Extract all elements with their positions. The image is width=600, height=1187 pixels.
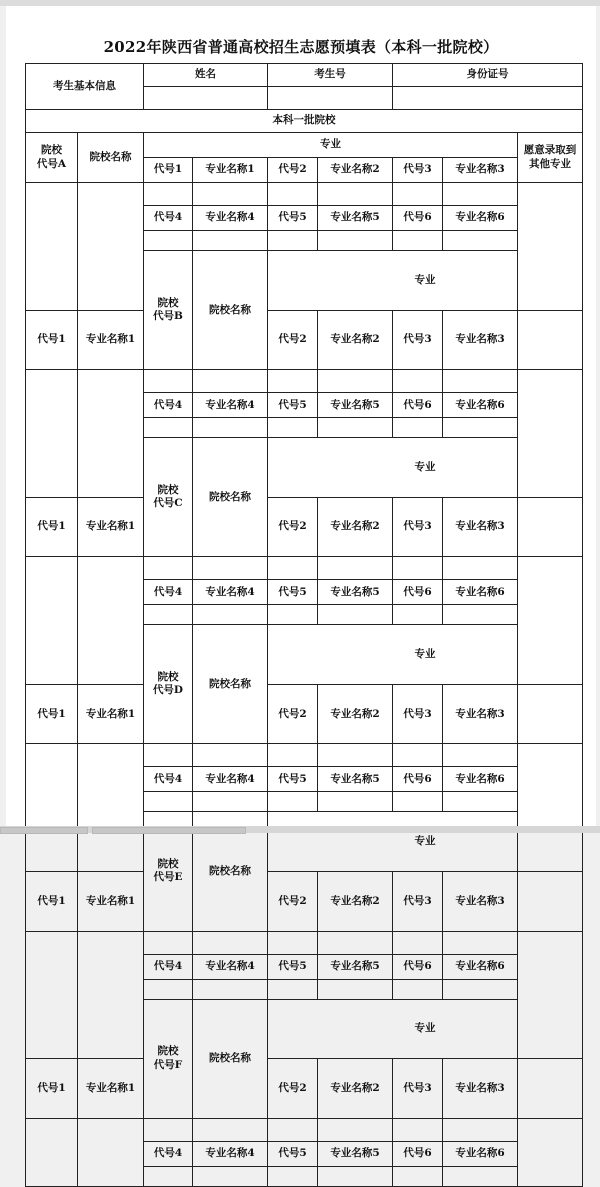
major-code-label: 代号5 [268,1141,318,1166]
major-name-field[interactable] [318,557,393,580]
major-header: 专业 [268,438,583,498]
school-name-label: 院校名称 [193,812,268,931]
major-name-label: 专业名称1 [78,310,144,370]
major-code-field[interactable] [144,792,193,812]
bottom-bar-segment [92,827,246,834]
major-name-field[interactable] [443,792,518,812]
major-name-field[interactable] [443,744,518,767]
major-name-field[interactable] [443,370,518,393]
school-code-prefix: 院校 [41,144,62,157]
form-page [6,6,596,1160]
school-code-letter: 代号D [152,684,184,697]
page-title: 2022年陕西省普通高校招生志愿预填表（本科一批院校） [103,38,499,56]
school-code-field[interactable] [26,1118,78,1186]
major-code-field[interactable] [393,792,443,812]
major-code-label: 代号4 [144,206,193,231]
major-code-field[interactable] [393,418,443,438]
major-name-label: 专业名称6 [443,580,518,605]
exam-number-label: 考生号 [268,64,393,87]
major-code-label: 代号4 [144,954,193,979]
major-label-row [26,684,583,744]
major-header: 专业 [268,625,583,685]
major-name-field[interactable] [193,370,268,393]
major-name-field[interactable] [443,979,518,999]
application-form-table [25,63,583,1187]
major-name-label: 专业名称6 [443,206,518,231]
major-name-label: 专业名称2 [318,158,393,183]
major-label-row [26,497,583,557]
major-name-label: 专业名称6 [443,954,518,979]
major-header: 专业 [144,133,518,158]
major-name-label: 专业名称4 [193,954,268,979]
major-name-field[interactable] [318,1166,393,1186]
major-name-label: 专业名称3 [443,871,518,931]
major-code-field[interactable] [144,931,193,954]
major-input-row [26,744,583,767]
major-code-label: 代号3 [393,497,443,557]
major-code-field[interactable] [393,1118,443,1141]
major-code-field[interactable] [393,183,443,206]
major-name-field[interactable] [193,418,268,438]
major-code-field[interactable] [144,1166,193,1186]
major-name-field[interactable] [443,231,518,251]
school-code-field[interactable] [26,744,78,872]
major-name-label: 专业名称2 [318,871,393,931]
major-code-label: 代号5 [268,393,318,418]
major-code-field[interactable] [144,557,193,580]
major-code-field[interactable] [268,1118,318,1141]
school-name-field[interactable] [78,183,144,311]
major-name-label: 专业名称5 [318,393,393,418]
major-code-field[interactable] [144,744,193,767]
major-input-row [26,931,583,954]
major-header: 专业 [268,812,583,872]
school-code-label [26,133,78,183]
major-name-field[interactable] [318,418,393,438]
major-code-field[interactable] [268,979,318,999]
major-code-label: 代号6 [393,393,443,418]
major-code-label: 代号3 [393,158,443,183]
school-code-label [144,625,193,744]
major-code-label: 代号5 [268,954,318,979]
major-name-label: 专业名称4 [193,767,268,792]
major-name-field[interactable] [318,792,393,812]
school-code-letter: 代号F [153,1058,183,1071]
major-code-field[interactable] [144,605,193,625]
major-header: 专业 [268,251,583,311]
school-name-label: 院校名称 [78,133,144,183]
major-name-label: 专业名称1 [78,497,144,557]
major-code-label: 代号2 [268,871,318,931]
major-code-label: 代号4 [144,393,193,418]
major-name-label: 专业名称6 [443,1141,518,1166]
major-code-label: 代号5 [268,580,318,605]
major-input-row [26,557,583,580]
school-code-field[interactable] [26,370,78,498]
major-name-label: 专业名称5 [318,580,393,605]
major-name-field[interactable] [318,231,393,251]
major-code-field[interactable] [268,370,318,393]
school-name-field[interactable] [78,557,144,685]
school-code-label [144,251,193,370]
major-name-label: 专业名称5 [318,1141,393,1166]
accept-other-major-field[interactable] [518,1118,583,1186]
major-code-label: 代号2 [268,1059,318,1119]
major-name-field[interactable] [193,1118,268,1141]
major-name-label: 专业名称2 [318,1059,393,1119]
basic-info-header-row [26,64,583,87]
accept-other-major-label: 愿意录取到其他专业 [518,133,583,183]
major-name-field[interactable] [318,370,393,393]
major-name-label: 专业名称2 [318,684,393,744]
major-name-label: 专业名称6 [443,767,518,792]
major-name-field[interactable] [193,931,268,954]
major-name-label: 专业名称2 [318,310,393,370]
school-code-label [144,438,193,557]
school-name-label: 院校名称 [193,438,268,557]
school-code-letter: 代号E [153,871,183,884]
major-name-label: 专业名称1 [193,158,268,183]
major-code-label: 代号6 [393,580,443,605]
name-label: 姓名 [144,64,268,87]
major-code-field[interactable] [268,418,318,438]
major-code-label: 代号6 [393,206,443,231]
major-code-field[interactable] [393,231,443,251]
major-label-row [26,1059,583,1119]
major-name-label: 专业名称1 [78,684,144,744]
major-code-field[interactable] [144,418,193,438]
major-name-field[interactable] [443,183,518,206]
major-name-field[interactable] [443,1166,518,1186]
major-code-label: 代号5 [268,767,318,792]
batch-header-row [26,110,583,133]
major-name-label: 专业名称1 [78,871,144,931]
major-name-field[interactable] [443,931,518,954]
major-name-label: 专业名称3 [443,1059,518,1119]
major-code-label: 代号1 [26,497,78,557]
batch-label: 本科一批院校 [26,110,583,133]
school-code-prefix: 院校 [157,484,179,497]
major-code-field[interactable] [144,1118,193,1141]
major-code-field[interactable] [144,183,193,206]
major-code-field[interactable] [393,744,443,767]
major-code-label: 代号1 [26,1059,78,1119]
major-name-label: 专业名称1 [78,1059,144,1119]
major-name-field[interactable] [193,557,268,580]
major-code-field[interactable] [268,931,318,954]
major-code-field[interactable] [393,557,443,580]
school-name-field[interactable] [78,370,144,498]
id-number-label: 身份证号 [393,64,583,87]
major-name-field[interactable] [318,1118,393,1141]
school-name-field[interactable] [78,931,144,1059]
school-name-label: 院校名称 [193,251,268,370]
school-code-letter: 代号A [36,157,67,170]
major-code-label: 代号6 [393,954,443,979]
major-name-label: 专业名称3 [443,310,518,370]
school-code-label [144,999,193,1118]
major-code-label: 代号1 [26,310,78,370]
major-name-label: 专业名称3 [443,497,518,557]
major-name-label: 专业名称6 [443,393,518,418]
major-code-label: 代号2 [268,497,318,557]
school-name-field[interactable] [78,744,144,872]
major-header: 专业 [268,999,583,1059]
bottom-scroll-bar [0,826,600,833]
bottom-bar-segment [0,827,88,834]
school-name-field[interactable] [78,1118,144,1186]
major-label-row [26,310,583,370]
major-code-label: 代号6 [393,767,443,792]
major-code-label: 代号6 [393,1141,443,1166]
school-block-header-row [26,133,583,158]
major-code-label: 代号4 [144,767,193,792]
school-code-prefix: 院校 [157,296,179,309]
major-name-field[interactable] [318,744,393,767]
major-name-field[interactable] [443,418,518,438]
school-name-label: 院校名称 [193,625,268,744]
major-code-field[interactable] [268,605,318,625]
major-name-field[interactable] [193,183,268,206]
major-code-field[interactable] [393,931,443,954]
major-code-field[interactable] [144,370,193,393]
school-code-prefix: 院校 [157,858,179,871]
major-name-label: 专业名称4 [193,1141,268,1166]
major-code-field[interactable] [393,1166,443,1186]
major-code-field[interactable] [144,231,193,251]
major-name-label: 专业名称4 [193,206,268,231]
major-name-label: 专业名称4 [193,393,268,418]
major-code-label: 代号1 [144,158,193,183]
major-name-field[interactable] [443,557,518,580]
major-name-label: 专业名称5 [318,206,393,231]
major-code-label: 代号3 [393,871,443,931]
major-name-field[interactable] [193,231,268,251]
major-code-field[interactable] [268,183,318,206]
major-code-field[interactable] [268,792,318,812]
school-code-field[interactable] [26,557,78,685]
school-code-letter: 代号C [153,497,183,510]
major-name-label: 专业名称5 [318,767,393,792]
major-code-field[interactable] [144,979,193,999]
major-code-label: 代号3 [393,684,443,744]
major-code-field[interactable] [268,1166,318,1186]
major-code-label: 代号2 [268,310,318,370]
id-number-field[interactable] [393,87,583,110]
major-name-field[interactable] [318,183,393,206]
school-name-label: 院校名称 [193,999,268,1118]
basic-info-label: 考生基本信息 [26,64,144,110]
school-code-prefix: 院校 [157,1045,179,1058]
major-input-row [26,183,583,206]
major-name-label: 专业名称4 [193,580,268,605]
major-input-row [26,370,583,393]
major-name-label: 专业名称3 [443,684,518,744]
name-field[interactable] [144,87,268,110]
major-name-label: 专业名称5 [318,954,393,979]
major-name-field[interactable] [193,605,268,625]
major-code-field[interactable] [393,605,443,625]
school-code-prefix: 院校 [157,671,179,684]
major-name-label: 专业名称2 [318,497,393,557]
major-code-label: 代号1 [26,684,78,744]
school-code-field[interactable] [26,931,78,1059]
major-code-field[interactable] [268,557,318,580]
major-code-label: 代号3 [393,310,443,370]
major-code-field[interactable] [393,370,443,393]
major-code-label: 代号2 [268,158,318,183]
major-code-field[interactable] [393,979,443,999]
major-code-label: 代号5 [268,206,318,231]
major-name-label: 专业名称3 [443,158,518,183]
major-name-field[interactable] [318,931,393,954]
major-name-field[interactable] [193,1166,268,1186]
major-name-field[interactable] [193,744,268,767]
major-name-field[interactable] [443,605,518,625]
exam-number-field[interactable] [268,87,393,110]
major-code-label: 代号4 [144,1141,193,1166]
major-label-row [26,871,583,931]
major-code-field[interactable] [268,231,318,251]
school-code-field[interactable] [26,183,78,311]
major-name-field[interactable] [318,605,393,625]
major-name-field[interactable] [193,792,268,812]
major-input-row [26,1118,583,1141]
major-name-field[interactable] [318,979,393,999]
major-code-label: 代号1 [26,871,78,931]
major-name-field[interactable] [443,1118,518,1141]
major-code-label: 代号2 [268,684,318,744]
major-code-field[interactable] [268,744,318,767]
school-code-letter: 代号B [153,310,183,323]
major-code-label: 代号4 [144,580,193,605]
major-code-label: 代号3 [393,1059,443,1119]
major-name-field[interactable] [193,979,268,999]
